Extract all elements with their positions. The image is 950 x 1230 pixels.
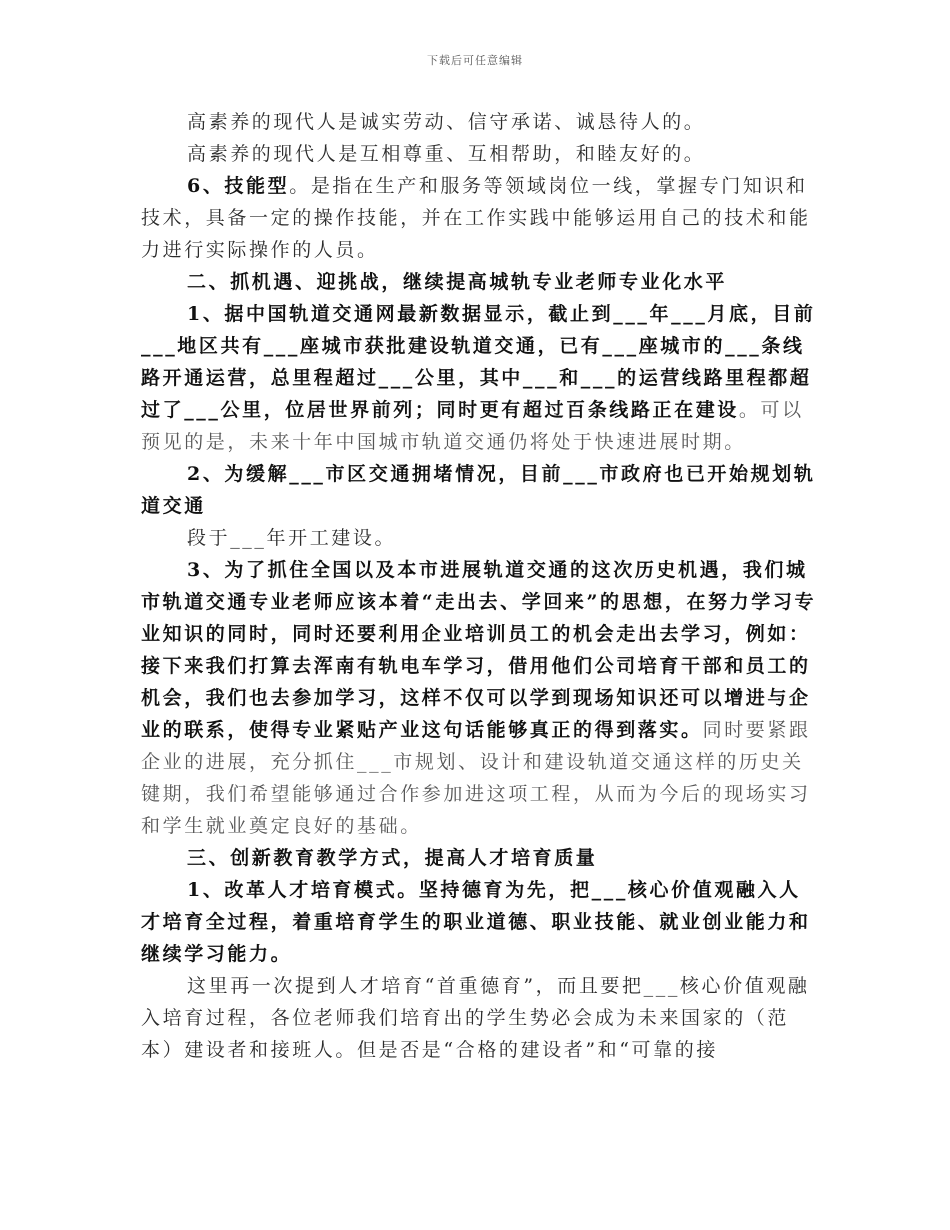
paragraph-1: 高素养的现代人是诚实劳动、信守承诺、诚恳待人的。 (187, 111, 706, 133)
page-header: 下载后可任意编辑 (427, 54, 523, 67)
paragraph-data-stats: 1、据中国轨道交通网最新数据显示，截止到___年___月底，目前___地区共有___座城市获批建设轨道交通，已有___座城市的___条线路开通运营，总里程超过___公里，其中___和___的运营线路里程都超过了___公里，位居世界前列；同时更有超过百条线路正在建设。可以预见的是，未来十年中国城市轨道交通仍将处于快速进展时期。 (141, 303, 816, 453)
paragraph-traffic: 2、为缓解___市区交通拥堵情况，目前___市政府也已开始规划轨道交通 (141, 463, 816, 517)
paragraph-opportunity: 3、为了抓住全国以及本市进展轨道交通的这次历史机遇，我们城市轨道交通专业老师应该本着“走出去、学回来”的思想，在努力学习专业知识的同时，同时还要利用企业培训员工的机会走出去学习，例如：接下来我们打算去浑南有轨电车学习，借用他们公司培育干部和员工的机会，我们也去参加学习，这样不仅可以学到现场知识还可以增进与企业的联系，使得专业紧贴产业这句话能够真正的得到落实。同时要紧跟企业的进展，充分抓住___市规划、设计和建设轨道交通这样的历史关键期，我们希望能够通过合作参加进这项工程，从而为今后的现场实习和学生就业奠定良好的基础。 (141, 559, 817, 837)
document-body (141, 106, 821, 1066)
paragraph-construction: 段于___年开工建设。 (187, 527, 397, 549)
paragraph-skill-type: 6、技能型。是指在生产和服务等领域岗位一线，掌握专门知识和技术，具备一定的操作技能，并在工作实践中能够运用自己的技术和能力进行实际操作的人员。 (141, 175, 811, 261)
paragraph-reform: 1、改革人才培育模式。坚持德育为先，把___核心价值观融入人才培育全过程，着重培育学生的职业道德、职业技能、就业创业能力和继续学习能力。 (141, 879, 811, 965)
section-heading-3: 三、创新教育教学方式，提高人才培育质量 (187, 847, 598, 869)
paragraph-2: 高素养的现代人是互相尊重、互相帮助，和睦友好的。 (187, 143, 706, 165)
section-heading-2: 二、抓机遇、迎挑战，继续提高城轨专业老师专业化水平 (187, 271, 728, 293)
paragraph-moral-education: 这里再一次提到人才培育“首重德育”，而且要把___核心价值观融入培育过程，各位老师我们培育出的学生势必会成为未来国家的（范本）建设者和接班人。但是否是“合格的建设者”和“可靠的接 (141, 975, 810, 1061)
